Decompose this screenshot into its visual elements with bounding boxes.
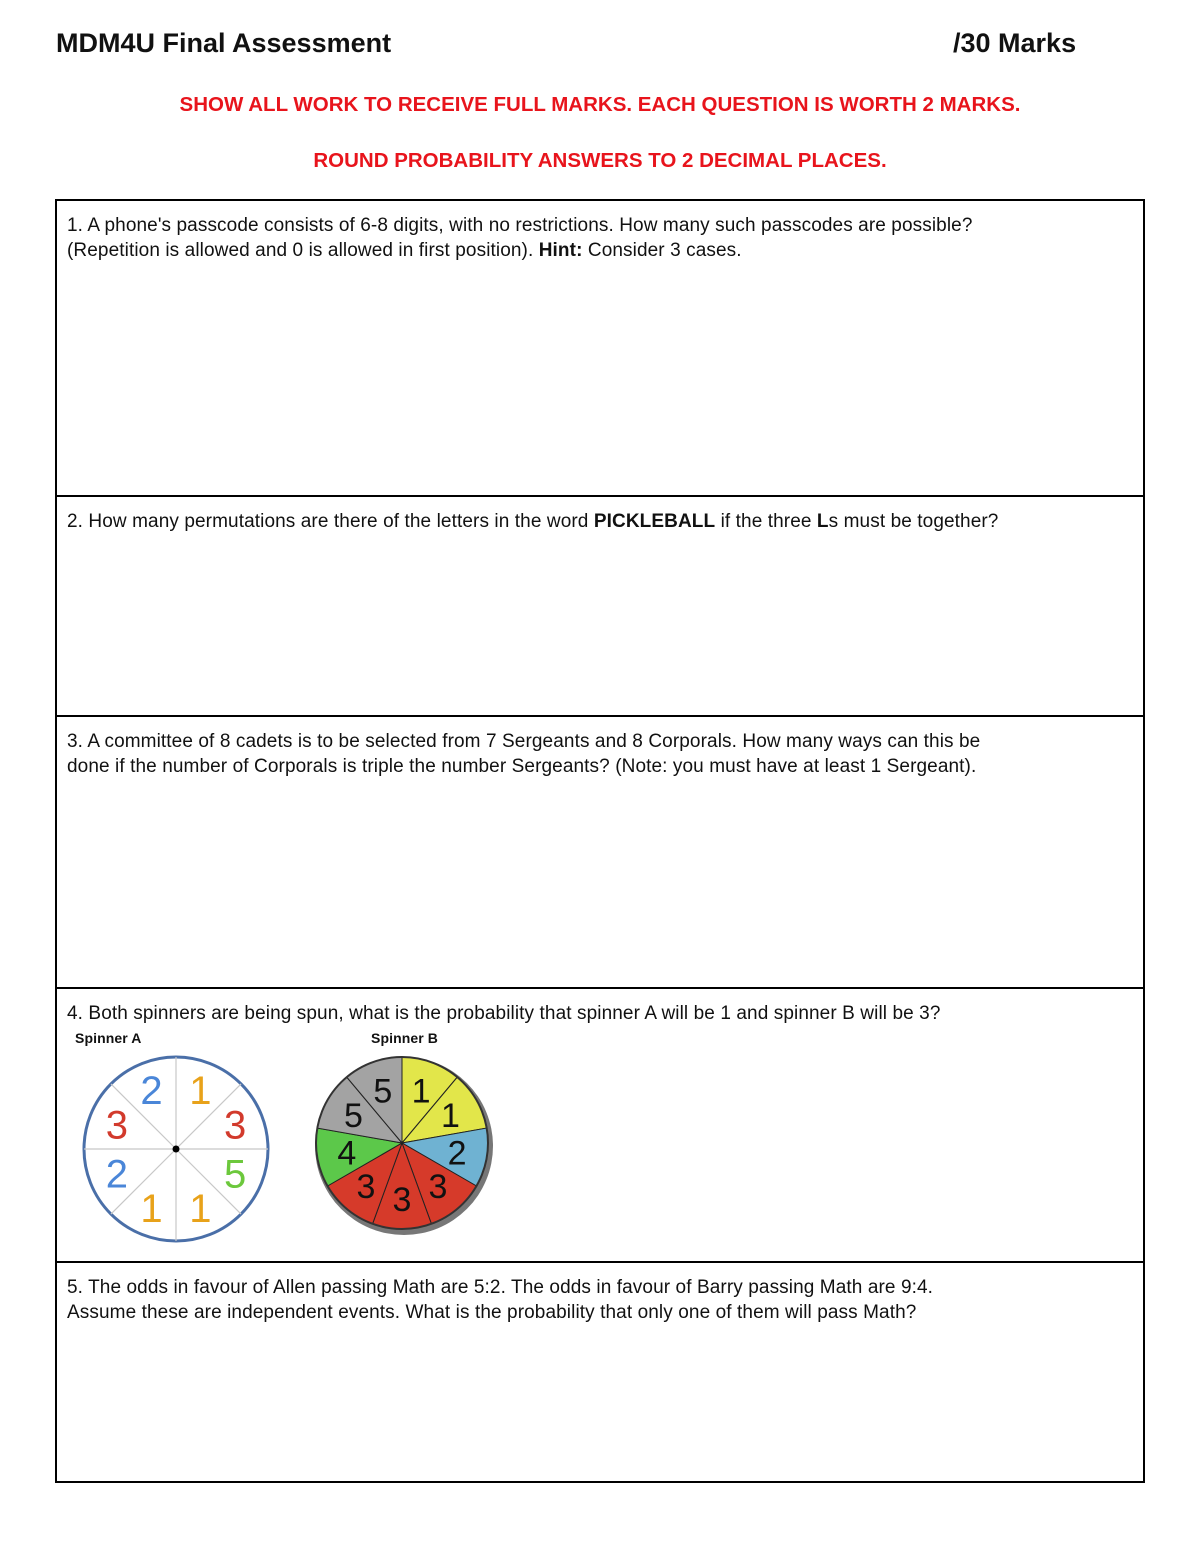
question-4-cell[interactable] (56, 988, 1144, 1262)
spinner-b-number: 1 (411, 1072, 431, 1111)
question-2-cell[interactable] (56, 496, 1144, 716)
spinner-b (307, 1048, 497, 1238)
question-1-text: (Repetition is allowed and 0 is allowed in first position). (67, 240, 539, 261)
question-table (55, 199, 1145, 1483)
spinner-b-number: 5 (343, 1097, 364, 1135)
spinner-a-number: 2 (105, 1152, 129, 1197)
question-2-text-mid: if the three (715, 511, 817, 532)
spinner-a-number: 5 (223, 1152, 247, 1197)
spinner-b-number: 2 (447, 1134, 467, 1173)
spinner-a (71, 1044, 281, 1254)
question-1-line-2 (67, 238, 1133, 263)
spinner-a-number: 3 (223, 1103, 247, 1148)
spinner-a-number: 2 (140, 1068, 163, 1113)
spinner-b-number: 4 (337, 1134, 357, 1173)
spinner-a-number: 3 (105, 1103, 129, 1148)
spinners-figure (67, 1026, 1133, 1254)
spinner-a-number: 1 (140, 1187, 163, 1232)
spinner-a-pivot (173, 1146, 180, 1153)
page-title: MDM4U Final Assessment (56, 28, 392, 58)
spinner-a-number: 1 (189, 1068, 212, 1113)
question-2 (67, 509, 1133, 534)
spinner-b-number: 5 (373, 1072, 393, 1111)
spinner-b-label: Spinner B (371, 1030, 439, 1046)
question-3-line-1: 3. A committee of 8 cadets is to be selected from 7 Sergeants and 8 Corporals. How many ways can this be (67, 731, 981, 752)
question-2-text-pre: 2. How many permutations are there of the letters in the word (67, 511, 594, 532)
total-marks: /30 Marks (953, 28, 1077, 58)
question-2-text-post: s must be together? (828, 511, 999, 532)
question-2-word: PICKLEBALL (593, 511, 716, 532)
hint-label: Hint: (538, 240, 583, 261)
question-5-line-1: 5. The odds in favour of Allen passing Math are 5:2. The odds in favour of Barry passing Math are 9:4. (67, 1277, 934, 1298)
spinner-b-number: 3 (428, 1167, 448, 1206)
question-4: 4. Both spinners are being spun, what is the probability that spinner A will be 1 and spinner B will be 3? (67, 1003, 941, 1024)
spinner-a-number: 1 (189, 1187, 212, 1232)
instruction-text-1: SHOW ALL WORK TO RECEIVE FULL MARKS. EACH QUESTION IS WORTH 2 MARKS. (179, 93, 1021, 116)
spinner-b-number: 3 (392, 1181, 412, 1219)
question-1-line-1: 1. A phone's passcode consists of 6-8 digits, with no restrictions. How many such passcodes are possible? (67, 215, 973, 236)
question-5-line-2: Assume these are independent events. What is the probability that only one of them will pass Math? (67, 1302, 917, 1323)
instruction-line-2: ROUND PROBABILITY ANSWERS TO 2 DECIMAL PLACES. (313, 149, 887, 172)
question-1-cell[interactable] (56, 200, 1144, 496)
instruction-line-1 (0, 93, 1200, 117)
question-3-cell[interactable] (56, 716, 1144, 988)
question-1 (67, 213, 1133, 263)
spinner-b-number: 3 (356, 1167, 376, 1206)
question-2-letter: L (816, 511, 829, 532)
question-5 (67, 1275, 1133, 1325)
question-5-cell[interactable] (56, 1262, 1144, 1482)
spinner-b-number: 1 (440, 1097, 461, 1135)
question-3-line-2: done if the number of Corporals is triple the number Sergeants? (Note: you must have at least 1 Sergeant). (67, 756, 977, 777)
question-3 (67, 729, 1133, 779)
spinner-a-label: Spinner A (75, 1030, 142, 1046)
hint-text: Consider 3 cases. (582, 240, 742, 261)
